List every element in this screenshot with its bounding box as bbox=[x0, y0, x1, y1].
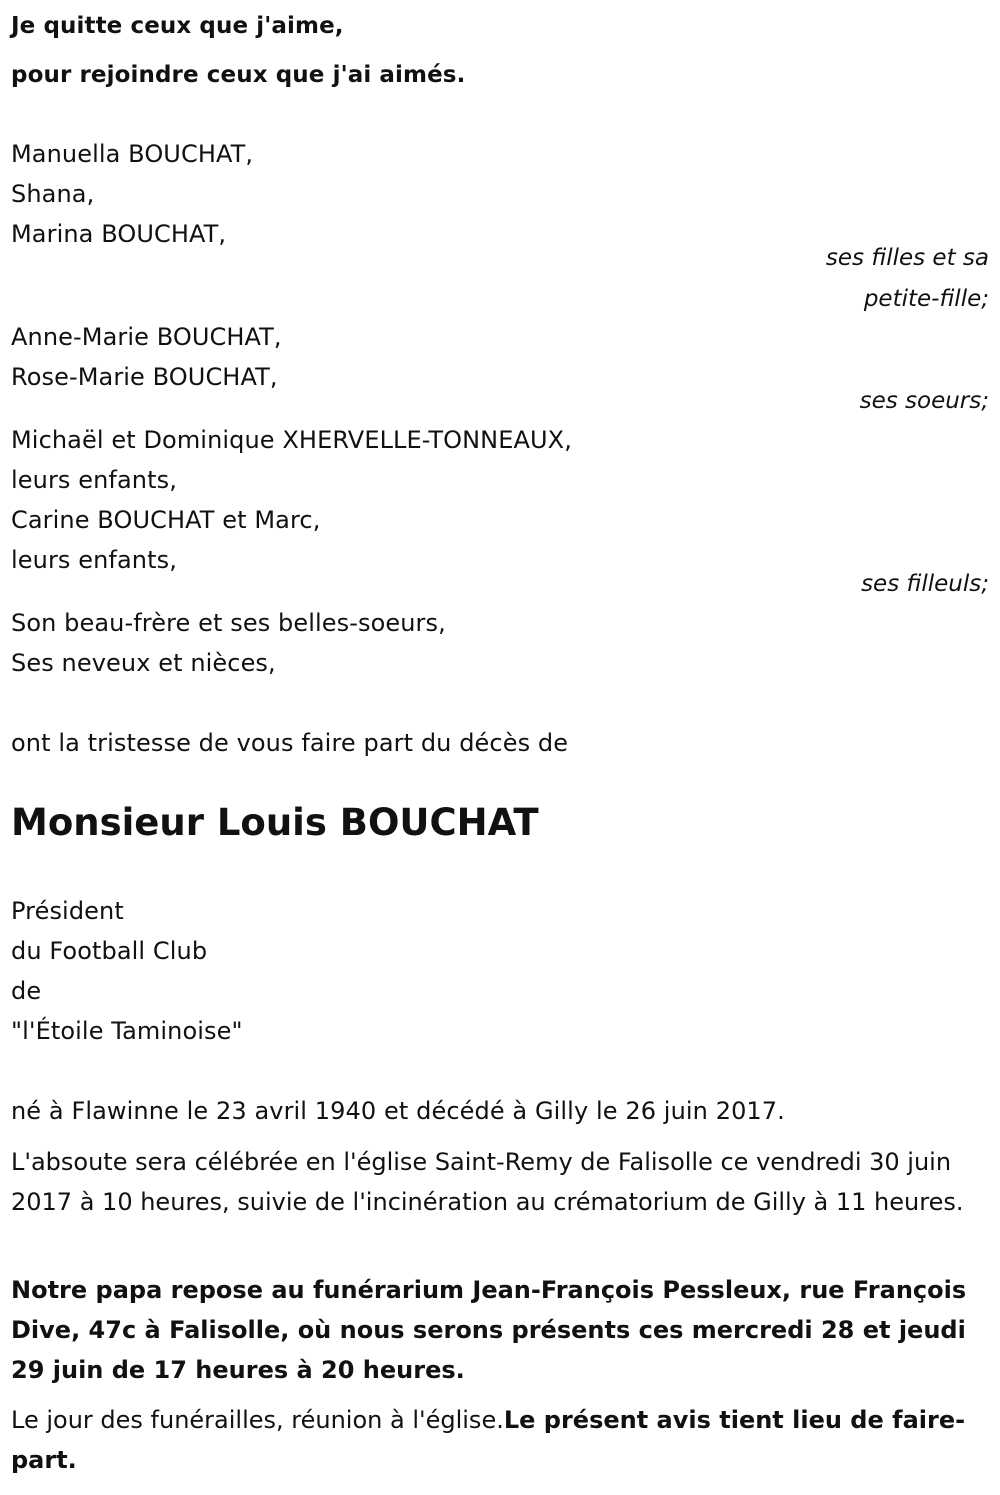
family-sister: Rose-Marie BOUCHAT, bbox=[11, 363, 278, 391]
family-other: Son beau-frère et ses belles-soeurs, bbox=[11, 609, 446, 637]
meeting-text: Le jour des funérailles, réunion à l'église. bbox=[11, 1406, 504, 1434]
family-godchild: Michaël et Dominique XHERVELLE-TONNEAUX, bbox=[11, 426, 572, 454]
family-godchild: leurs enfants, bbox=[11, 546, 177, 574]
absoute-paragraph: L'absoute sera célébrée en l'église Saint-Remy de Falisolle ce vendredi 30 juin 2017 à 10 heures, suivie de l'incinération au crématorium de Gilly à 11 heures. bbox=[11, 1148, 964, 1216]
deceased-name: Monsieur Louis BOUCHAT bbox=[11, 801, 539, 844]
family-other: Ses neveux et nièces, bbox=[11, 649, 276, 677]
family-daughter: Shana, bbox=[11, 180, 95, 208]
daughters-role-line-2: petite-fille; bbox=[863, 286, 989, 312]
sisters-role: ses soeurs; bbox=[859, 388, 989, 414]
deceased-title-line: "l'Étoile Taminoise" bbox=[11, 1017, 243, 1045]
family-godchild: leurs enfants, bbox=[11, 466, 177, 494]
birth-death-info: né à Flawinne le 23 avril 1940 et décédé à Gilly le 26 juin 2017. bbox=[11, 1097, 785, 1125]
final-paragraph bbox=[11, 1400, 991, 1480]
deceased-title-line: du Football Club bbox=[11, 937, 208, 965]
family-godchild: Carine BOUCHAT et Marc, bbox=[11, 506, 321, 534]
daughters-role-line-1: ses filles et sa bbox=[825, 245, 989, 271]
faire-part-text: Le présent avis tient lieu de faire-part. bbox=[11, 1406, 966, 1474]
deceased-title-line: Président bbox=[11, 897, 124, 925]
announcement-text: ont la tristesse de vous faire part du décès de bbox=[11, 729, 569, 757]
family-daughter: Marina BOUCHAT, bbox=[11, 220, 227, 248]
godchildren-role: ses filleuls; bbox=[861, 571, 989, 597]
epigraph-line-2: pour rejoindre ceux que j'ai aimés. bbox=[11, 62, 466, 88]
funerarium-paragraph: Notre papa repose au funérarium Jean-François Pessleux, rue François Dive, 47c à Falisolle, où nous serons présents ces mercredi 28 et jeudi 29 juin de 17 heures à 20 heures. bbox=[11, 1276, 967, 1384]
family-sister: Anne-Marie BOUCHAT, bbox=[11, 323, 282, 351]
deceased-title-line: de bbox=[11, 977, 42, 1005]
epigraph-line-1: Je quitte ceux que j'aime, bbox=[11, 13, 344, 39]
family-daughter: Manuella BOUCHAT, bbox=[11, 140, 254, 168]
